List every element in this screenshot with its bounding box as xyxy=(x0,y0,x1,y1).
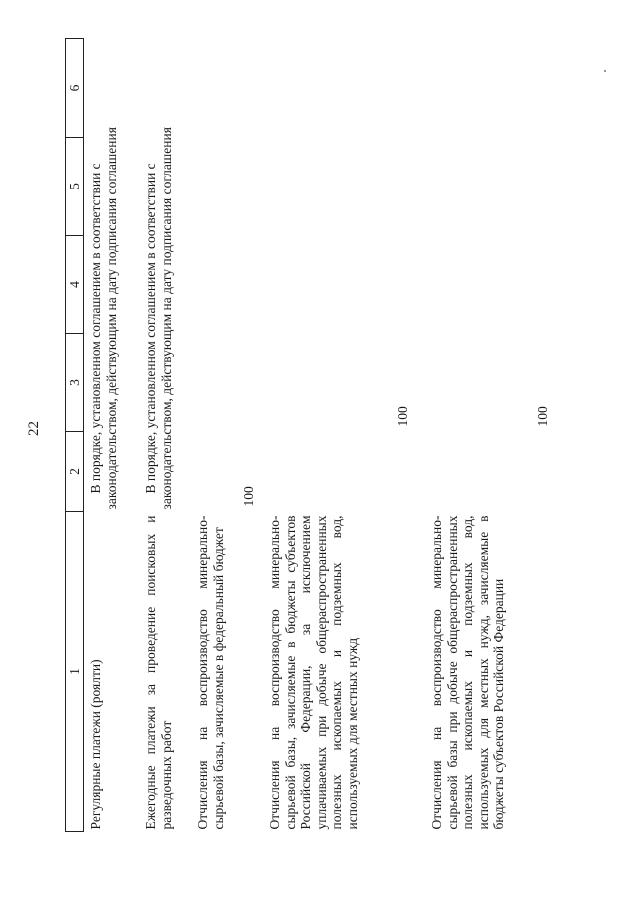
row-1-note-cell xyxy=(84,39,144,512)
row-1-label: Регулярные платежи (роялти) xyxy=(88,659,103,830)
row-4-col-3-value: 100 xyxy=(395,406,410,427)
header-col-2: 2 xyxy=(66,432,84,512)
row-5-label-cell xyxy=(429,512,569,832)
header-col-1: 1 xyxy=(66,512,84,832)
table-row xyxy=(267,39,429,832)
row-5-col-2 xyxy=(429,432,569,512)
row-1-note xyxy=(88,39,119,512)
row-5-col-4 xyxy=(429,236,569,334)
row-2-label: Ежегодные платежи за проведение поисковых и разведочных работ xyxy=(143,515,174,830)
table-row xyxy=(84,39,144,832)
row-4-col-4 xyxy=(267,236,429,334)
row-1-note-line-1: В порядке, установленном соглашением в соответствии с xyxy=(88,163,103,494)
payments-table xyxy=(65,38,569,832)
header-col-4: 4 xyxy=(66,236,84,334)
row-5-col-5 xyxy=(429,138,569,236)
row-1-label-cell xyxy=(84,512,144,832)
row-4-col-3 xyxy=(267,334,429,432)
table-body xyxy=(84,39,570,832)
row-3-col-3 xyxy=(195,334,267,432)
row-3-col-2-value: 100 xyxy=(241,486,256,507)
row-3-label: Отчисления на воспроизводство минерально-сырьевой базы, зачисляемые в федеральный бюджет xyxy=(195,515,226,830)
row-2-note xyxy=(143,39,174,512)
row-5-col-3 xyxy=(429,334,569,432)
rotated-table-container xyxy=(65,39,615,832)
row-4-label-cell xyxy=(267,512,429,832)
header-row xyxy=(66,39,84,832)
row-4-col-2 xyxy=(267,432,429,512)
header-col-3: 3 xyxy=(66,334,84,432)
row-5-label: Отчисления на воспроизводство минерально-сырьевой базы при добыче общераспространенных полезных ископаемых и подземных вод, используемых для местных нужд, зачисляемые в бюджеты субъектов Российской Федерации xyxy=(429,515,506,830)
row-4-col-6 xyxy=(267,39,429,138)
row-5-col-6 xyxy=(429,39,569,138)
row-5-col-3-value: 100 xyxy=(535,406,550,427)
row-2-note-cell xyxy=(143,39,195,512)
page-number: 22 xyxy=(26,421,42,436)
header-col-6: 6 xyxy=(66,39,84,138)
table-row xyxy=(143,39,195,832)
row-3-col-6 xyxy=(195,39,267,138)
row-2-note-line-2: законодательством, действующим на дату подписания соглашения xyxy=(158,127,174,510)
table-header xyxy=(66,39,84,832)
row-3-label-cell xyxy=(195,512,267,832)
row-2-note-line-1: В порядке, установленном соглашением в соответствии с xyxy=(143,163,158,494)
table-row xyxy=(195,39,267,832)
row-3-col-5 xyxy=(195,138,267,236)
table-row xyxy=(429,39,569,832)
row-3-col-2 xyxy=(195,432,267,512)
row-2-label-cell xyxy=(143,512,195,832)
header-col-5: 5 xyxy=(66,138,84,236)
row-1-note-line-2: законодательством, действующим на дату подписания соглашения xyxy=(103,127,119,510)
row-4-label: Отчисления на воспроизводство минерально-сырьевой базы, зачисляемые в бюджеты субъектов Российской Федерации, за исключением уплачиваемых при добыче общераспространенных полезных ископаемых и подземных вод, используемых для местных нужд xyxy=(267,515,360,830)
row-3-col-4 xyxy=(195,236,267,334)
row-4-col-5 xyxy=(267,138,429,236)
